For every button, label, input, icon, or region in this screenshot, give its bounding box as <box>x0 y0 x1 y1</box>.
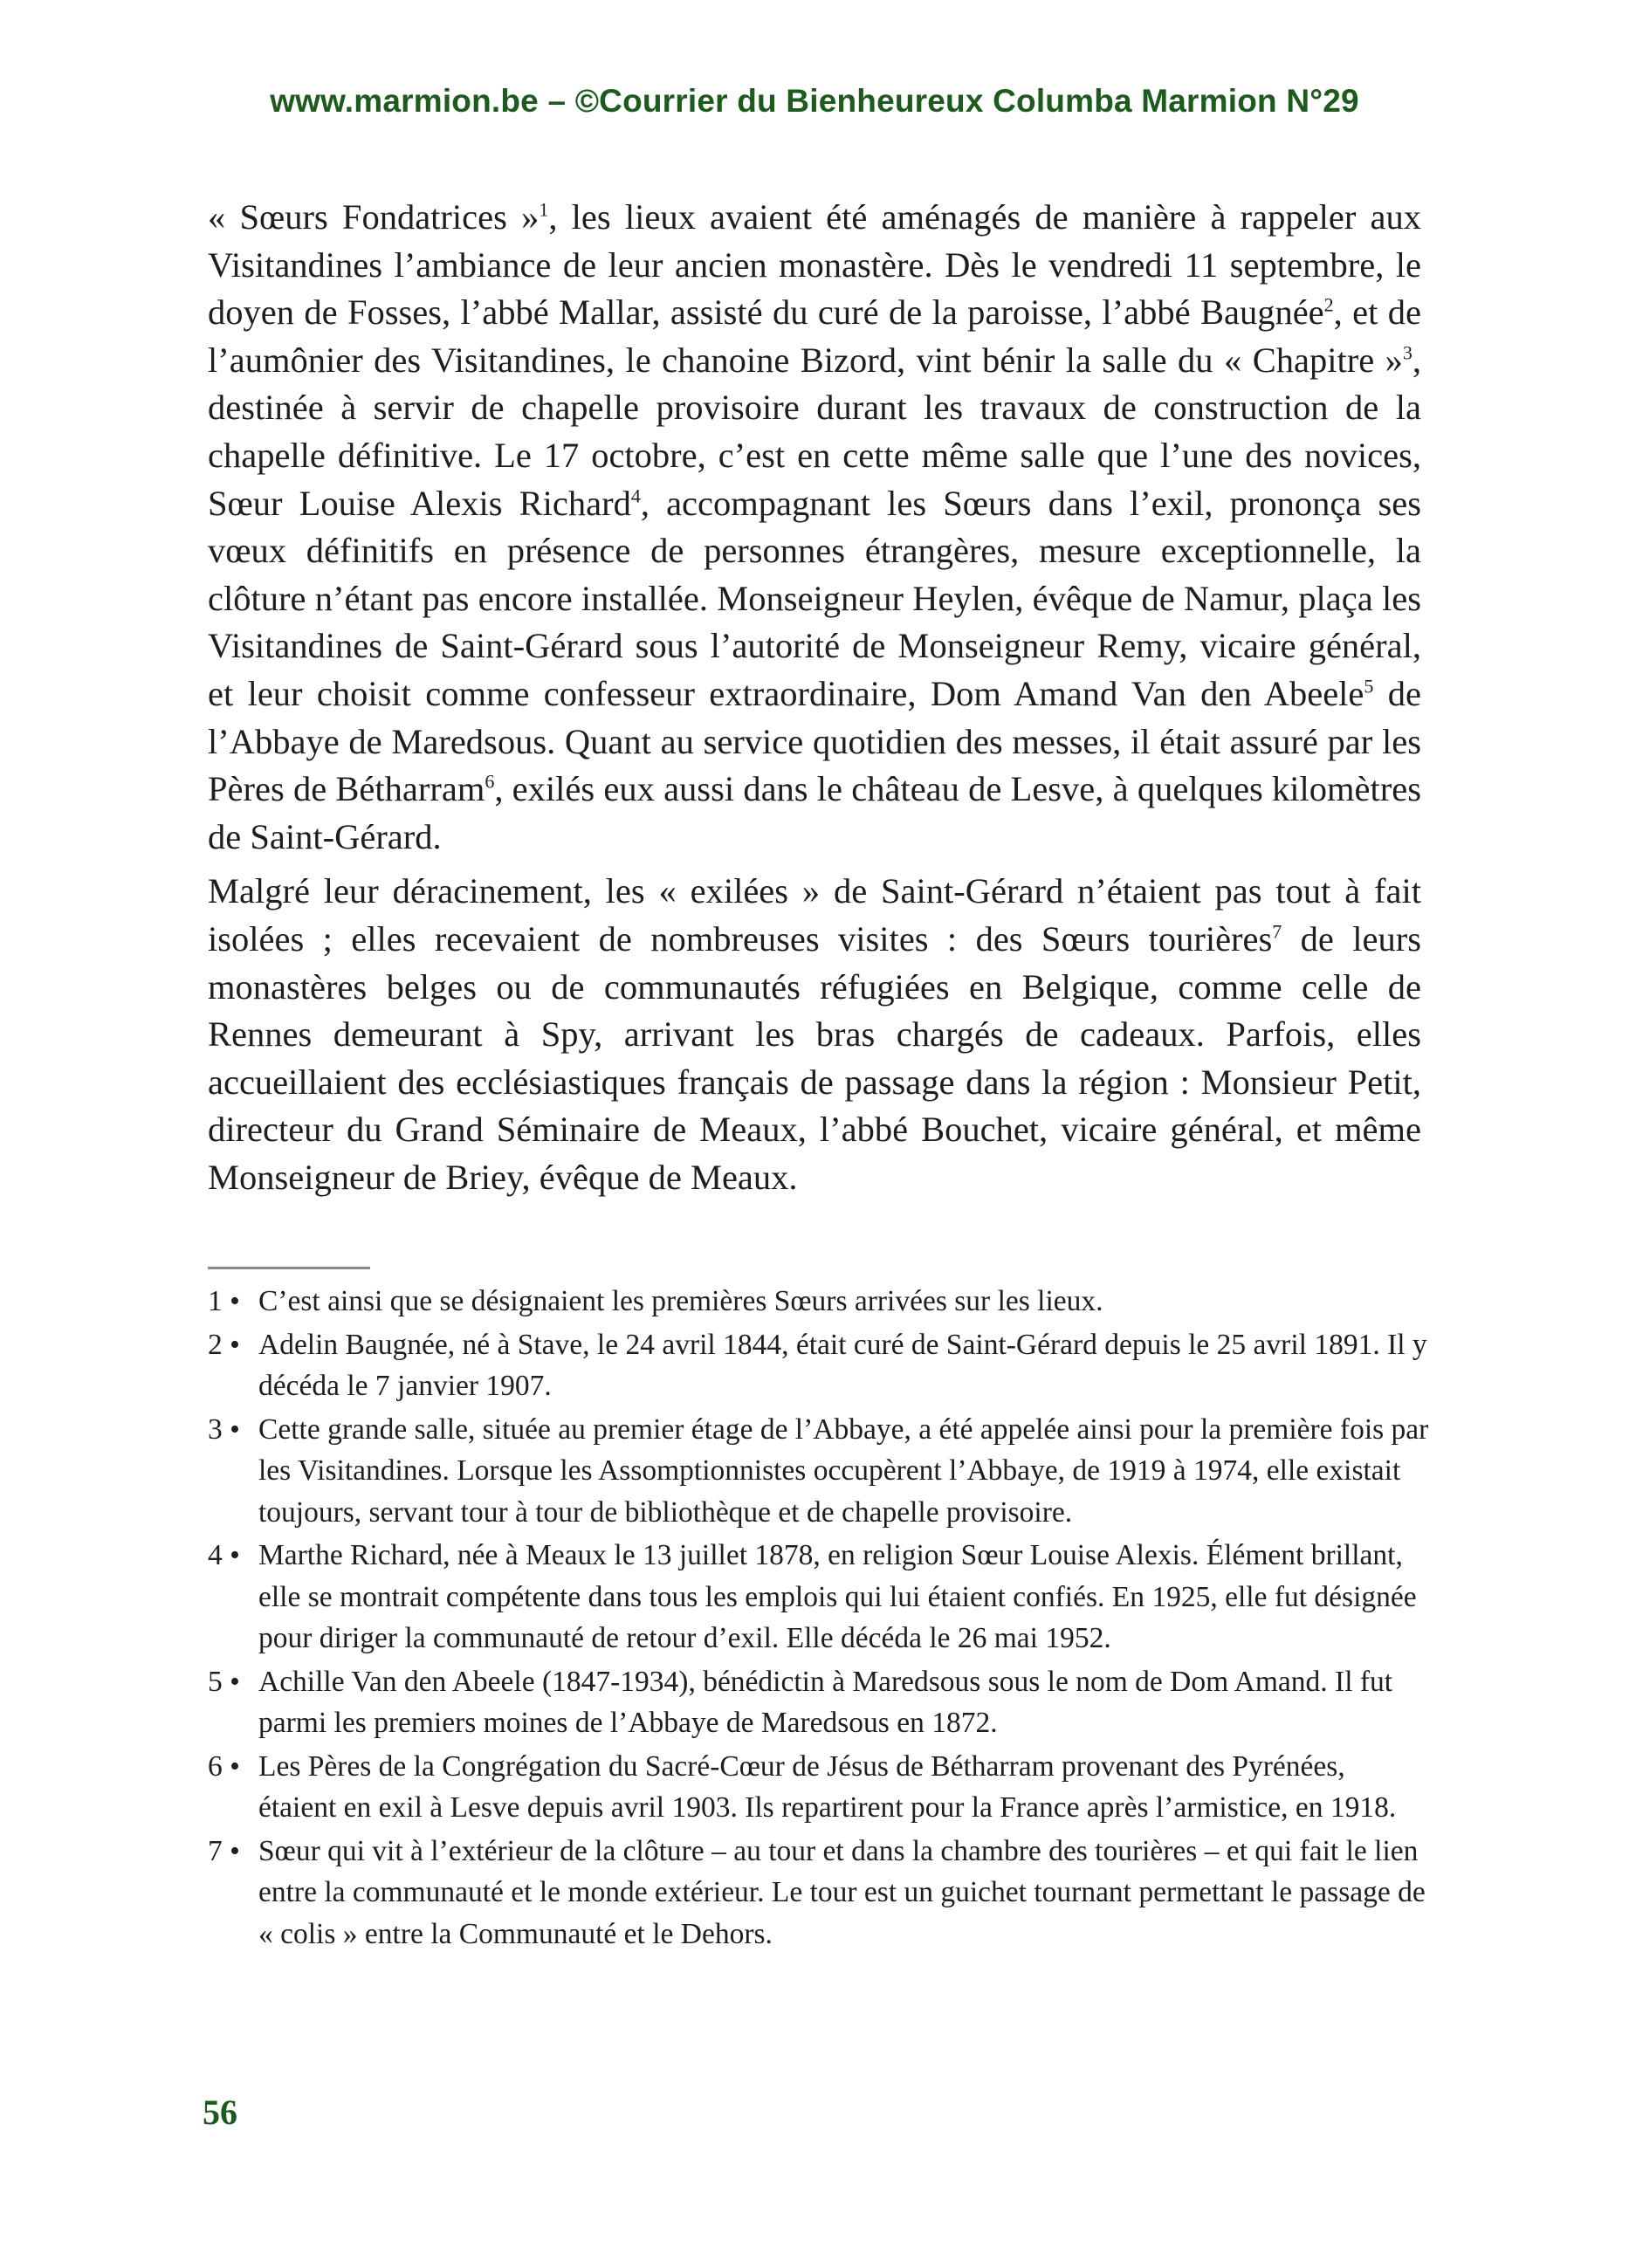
footnote-text: C’est ainsi que se désignaient les premières Sœurs arrivées sur les lieux. <box>258 1285 1103 1317</box>
text-run: , et de l’aumônier des Visitandines, le chanoine Bizord, vint bénir la salle du « Chapitre » <box>208 292 1421 380</box>
paragraph-1 <box>208 194 1421 861</box>
text-run: , accompagnant les Sœurs dans l’exil, prononça ses vœux définitifs en présence de personnes étrangères, mesure exceptionnelle, la clôture n’étant pas encore installée. Monseigneur Heylen, évêque de Namur, plaça les Visitandines de Saint-Gérard sous l’autorité de Monseigneur Remy, vicaire général, et leur choisit comme confesseur extraordinaire, Dom Amand Van den Abeele <box>208 483 1421 713</box>
footnote-number: 7 • <box>208 1834 240 1867</box>
footnote-2 <box>208 1324 1430 1407</box>
text-run: Malgré leur déracinement, les « exilées » de Saint-Gérard n’étaient pas tout à fait isolées ; elles recevaient de nombreuses visites : des Sœurs tourières <box>208 871 1421 959</box>
footnote-number: 4 • <box>208 1539 240 1571</box>
footnote-text: Marthe Richard, née à Meaux le 13 juillet 1878, en religion Sœur Louise Alexis. Élément brillant, elle se montrait compétente dans tous les emplois qui lui étaient confiés. En 1925, elle fut désignée pour diriger la communauté de retour d’exil. Elle décéda le 26 mai 1952. <box>258 1539 1417 1654</box>
footnote-text: Sœur qui vit à l’extérieur de la clôture – au tour et dans la chambre des tourières – et qui fait le lien entre la communauté et le monde extérieur. Le tour est un guichet tournant permettant le passage de « colis » entre la Communauté et le Dehors. <box>258 1834 1426 1950</box>
footnote-text: Les Pères de la Congrégation du Sacré-Cœur de Jésus de Bétharram provenant des Pyrénées, étaient en exil à Lesve depuis avril 1903. Ils repartirent pour la France après l’armistice, en 1918. <box>258 1749 1397 1824</box>
footnote-number: 1 • <box>208 1285 240 1317</box>
footnote-number: 6 • <box>208 1749 240 1783</box>
footnote-ref-6[interactable]: 6 <box>485 770 495 793</box>
paragraph-2 <box>208 868 1421 1201</box>
footnote-ref-3[interactable]: 3 <box>1402 341 1412 364</box>
footnote-text: Adelin Baugnée, né à Stave, le 24 avril 1844, était curé de Saint-Gérard depuis le 25 avril 1891. Il y décéda le 7 janvier 1907. <box>258 1328 1427 1402</box>
footnote-ref-4[interactable]: 4 <box>630 485 641 507</box>
text-run: , destinée à servir de chapelle provisoire durant les travaux de construction de la chapelle définitive. Le 17 octobre, c’est en cette même salle que l’une des novices, Sœur Louise Alexis Richard <box>208 340 1421 523</box>
footnote-7 <box>208 1831 1430 1955</box>
footnote-4 <box>208 1535 1430 1660</box>
footnote-5 <box>208 1661 1430 1744</box>
page-number: 56 <box>203 2093 237 2132</box>
page-header: www.marmion.be – ©Courrier du Bienheureux Columba Marmion N°29 <box>270 83 1359 119</box>
body-text <box>208 194 1421 1201</box>
text-run: « Sœurs Fondatrices » <box>208 197 540 237</box>
footnotes <box>208 1281 1430 1956</box>
footnote-text: Achille Van den Abeele (1847-1934), bénédictin à Maredsous sous le nom de Dom Amand. Il fut parmi les premiers moines de l’Abbaye de Maredsous en 1872. <box>258 1665 1393 1739</box>
footnote-divider <box>208 1267 370 1269</box>
footnote-6 <box>208 1746 1430 1829</box>
footnote-number: 2 • <box>208 1328 240 1361</box>
footnote-number: 5 • <box>208 1665 240 1698</box>
footnote-number: 3 • <box>208 1412 240 1446</box>
text-run: de l’Abbaye de Maredsous. Quant au service quotidien des messes, il était assuré par les Pères de Bétharram <box>208 673 1421 809</box>
footnote-ref-2[interactable]: 2 <box>1323 293 1334 316</box>
footnote-3 <box>208 1409 1430 1534</box>
text-run: de leurs monastères belges ou de communautés réfugiées en Belgique, comme celle de Rennes demeurant à Spy, arrivant les bras chargés de cadeaux. Parfois, elles accueillaient des ecclésiastiques français de passage dans la région : Monsieur Petit, directeur du Grand Séminaire de Meaux, l’abbé Bouchet, vicaire général, et même Monseigneur de Briey, évêque de Meaux. <box>208 918 1421 1197</box>
footnote-1 <box>208 1281 1430 1323</box>
footnote-ref-1[interactable]: 1 <box>539 198 549 221</box>
text-run: , exilés eux aussi dans le château de Lesve, à quelques kilomètres de Saint-Gérard. <box>208 769 1421 856</box>
footnote-ref-7[interactable]: 7 <box>1272 920 1282 943</box>
text-run: , les lieux avaient été aménagés de manière à rappeler aux Visitandines l’ambiance de leur ancien monastère. Dès le vendredi 11 septembre, le doyen de Fosses, l’abbé Mallar, assisté du curé de la paroisse, l’abbé Baugnée <box>208 197 1421 333</box>
footnote-ref-5[interactable]: 5 <box>1364 675 1374 698</box>
footnote-text: Cette grande salle, située au premier étage de l’Abbaye, a été appelée ainsi pour la première fois par les Visitandines. Lorsque les Assomptionnistes occupèrent l’Abbaye, de 1919 à 1974, elle existait toujours, servant tour à tour de bibliothèque et de chapelle provisoire. <box>258 1412 1429 1529</box>
